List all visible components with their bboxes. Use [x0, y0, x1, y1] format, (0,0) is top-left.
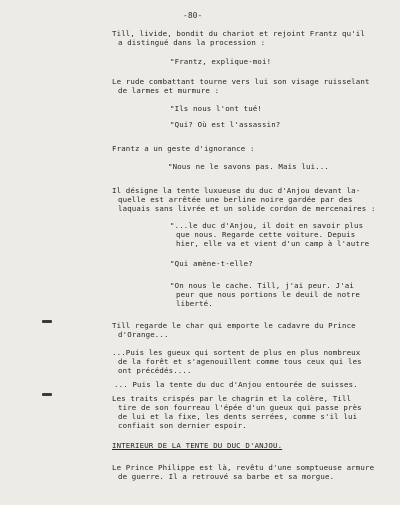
text-line: "Qui amène-t-elle? [170, 259, 253, 268]
text-line: ont précédés.... [118, 366, 192, 375]
text-line: liberté. [176, 299, 213, 308]
text-line: Il désigne la tente luxueuse du duc d'Anjou devant la- [112, 186, 361, 195]
text-line: "Qui? Où est l'assassin? [170, 120, 281, 129]
text-line: de larmes et murmure : [118, 86, 220, 95]
text-line: d'Orange... [118, 330, 169, 339]
text-line: "Nous ne le savons pas. Mais lui... [168, 162, 329, 171]
margin-mark [42, 320, 52, 323]
text-line: a distingué dans la procession : [118, 38, 266, 47]
text-line: "On nous le cache. Till, j'ai peur. J'ai [170, 281, 354, 290]
text-line: laquais sans livrée et un solide cordon de mercenaires : [118, 204, 376, 213]
text-line: que nous. Regarde cette voiture. Depuis [176, 230, 356, 239]
text-line: "...le duc d'Anjou, il doit en savoir plus [170, 221, 364, 230]
text-line: ...Puis les gueux qui sortent de plus en plus nombreux [112, 348, 361, 357]
text-line: "Ils nous l'ont tué! [170, 104, 262, 113]
text-line: Les traits crispés par le chagrin et la colère, Till [112, 394, 352, 403]
text-line: tire de son fourreau l'épée d'un gueux qui passe près [118, 403, 362, 412]
text-line: quelle est arrêtée une berline noire gardée par des [118, 195, 353, 204]
text-line: confiait son dernier espoir. [118, 421, 247, 430]
text-line: Le Prince Philippe est là, revêtu d'une somptueuse armure [112, 463, 375, 472]
text-line: Le rude combattant tourne vers lui son visage ruisselant [112, 77, 370, 86]
text-line: hier, elle va et vient d'un camp à l'autre [176, 239, 370, 248]
text-line: de guerre. Il a retrouvé sa barbe et sa morgue. [118, 472, 335, 481]
margin-mark [42, 393, 52, 396]
text-line: de lui et la fixe, les dents serrées, comme s'il lui [118, 412, 358, 421]
text-line: de la forêt et s'agenouillent comme tous ceux qui les [118, 357, 362, 366]
text-line: Till regarde le char qui emporte le cadavre du Prince [112, 321, 356, 330]
text-line: peur que nous portions le deuil de notre [176, 290, 360, 299]
text-line: "Frantz, explique-moi! [170, 57, 272, 66]
text-line: Frantz a un geste d'ignorance : [112, 144, 255, 153]
text-line: ... Puis la tente du duc d'Anjou entourée de suisses. [114, 380, 358, 389]
page-number: -80- [183, 11, 203, 20]
text-line: Till, livide, bondit du chariot et rejoint Frantz qu'il [112, 29, 365, 38]
scene-heading: INTERIEUR DE LA TENTE DU DUC D'ANJOU. [112, 441, 283, 450]
